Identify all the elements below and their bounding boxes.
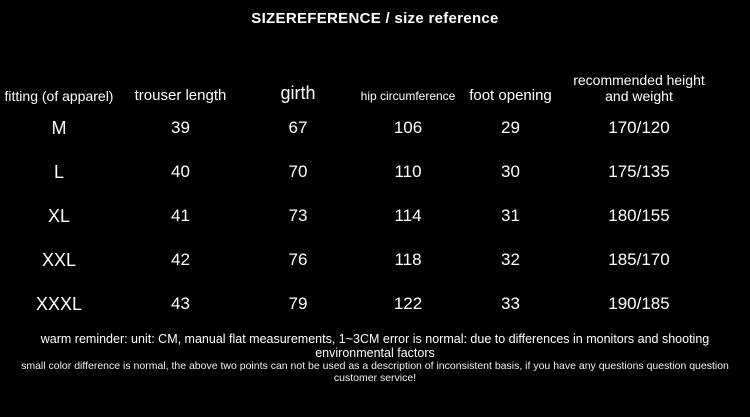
cell-hip-circumference: 122 <box>393 294 423 314</box>
cell-trouser-length: 41 <box>171 206 190 226</box>
cell-height-weight: 185/170 <box>608 250 670 270</box>
cell-hip-circumference: 114 <box>394 206 422 226</box>
cell-trouser-length: 39 <box>171 118 190 138</box>
table-row <box>0 238 750 282</box>
page-title: SIZEREFERENCE / size reference <box>251 10 499 27</box>
cell-size: XXL <box>41 249 77 270</box>
cell-height-weight: 175/135 <box>608 162 670 182</box>
cell-foot-opening: 30 <box>501 162 520 182</box>
cell-size: XXXL <box>35 293 83 314</box>
cell-girth: 67 <box>288 118 308 138</box>
cell-foot-opening: 31 <box>501 206 520 226</box>
table-row <box>0 106 750 150</box>
column-header-girth: girth <box>280 83 316 104</box>
cell-size: XL <box>47 205 71 226</box>
column-header-foot-opening: foot opening <box>469 86 552 104</box>
cell-foot-opening: 33 <box>501 294 520 314</box>
cell-foot-opening: 32 <box>501 250 520 270</box>
cell-size: L <box>53 161 64 182</box>
table-row <box>0 282 750 326</box>
cell-trouser-length: 42 <box>171 250 190 270</box>
cell-foot-opening: 29 <box>501 118 520 138</box>
title-bar <box>0 10 750 28</box>
cell-girth: 70 <box>288 162 308 182</box>
cell-girth: 79 <box>288 294 308 314</box>
table-row <box>0 194 750 238</box>
cell-height-weight: 180/155 <box>608 206 670 226</box>
column-header-fitting: fitting (of apparel) <box>4 87 114 104</box>
cell-size: M <box>51 117 67 138</box>
footer-note-secondary: small color difference is normal, the above two points can not be used as a description of inconsistent basis, if you have any questions question question customer service! <box>21 360 729 384</box>
cell-height-weight: 190/185 <box>608 294 670 314</box>
cell-girth: 76 <box>288 250 308 270</box>
cell-hip-circumference: 106 <box>393 118 423 138</box>
cell-hip-circumference: 118 <box>394 250 422 270</box>
size-table <box>0 58 750 326</box>
table-header-row <box>0 58 750 106</box>
column-header-height-weight: recommended height and weight <box>573 71 705 104</box>
column-header-hip-circumference: hip circumference <box>360 89 456 104</box>
column-header-trouser-length: trouser length <box>134 86 227 104</box>
cell-height-weight: 170/120 <box>608 118 670 138</box>
table-row <box>0 150 750 194</box>
cell-trouser-length: 40 <box>171 162 190 182</box>
cell-girth: 73 <box>288 206 308 226</box>
footer-note-primary: warm reminder: unit: CM, manual flat measurements, 1~3CM error is normal: due to differences in monitors and shooting environmental factors <box>40 332 710 360</box>
cell-hip-circumference: 110 <box>394 162 422 182</box>
cell-trouser-length: 43 <box>171 294 190 314</box>
